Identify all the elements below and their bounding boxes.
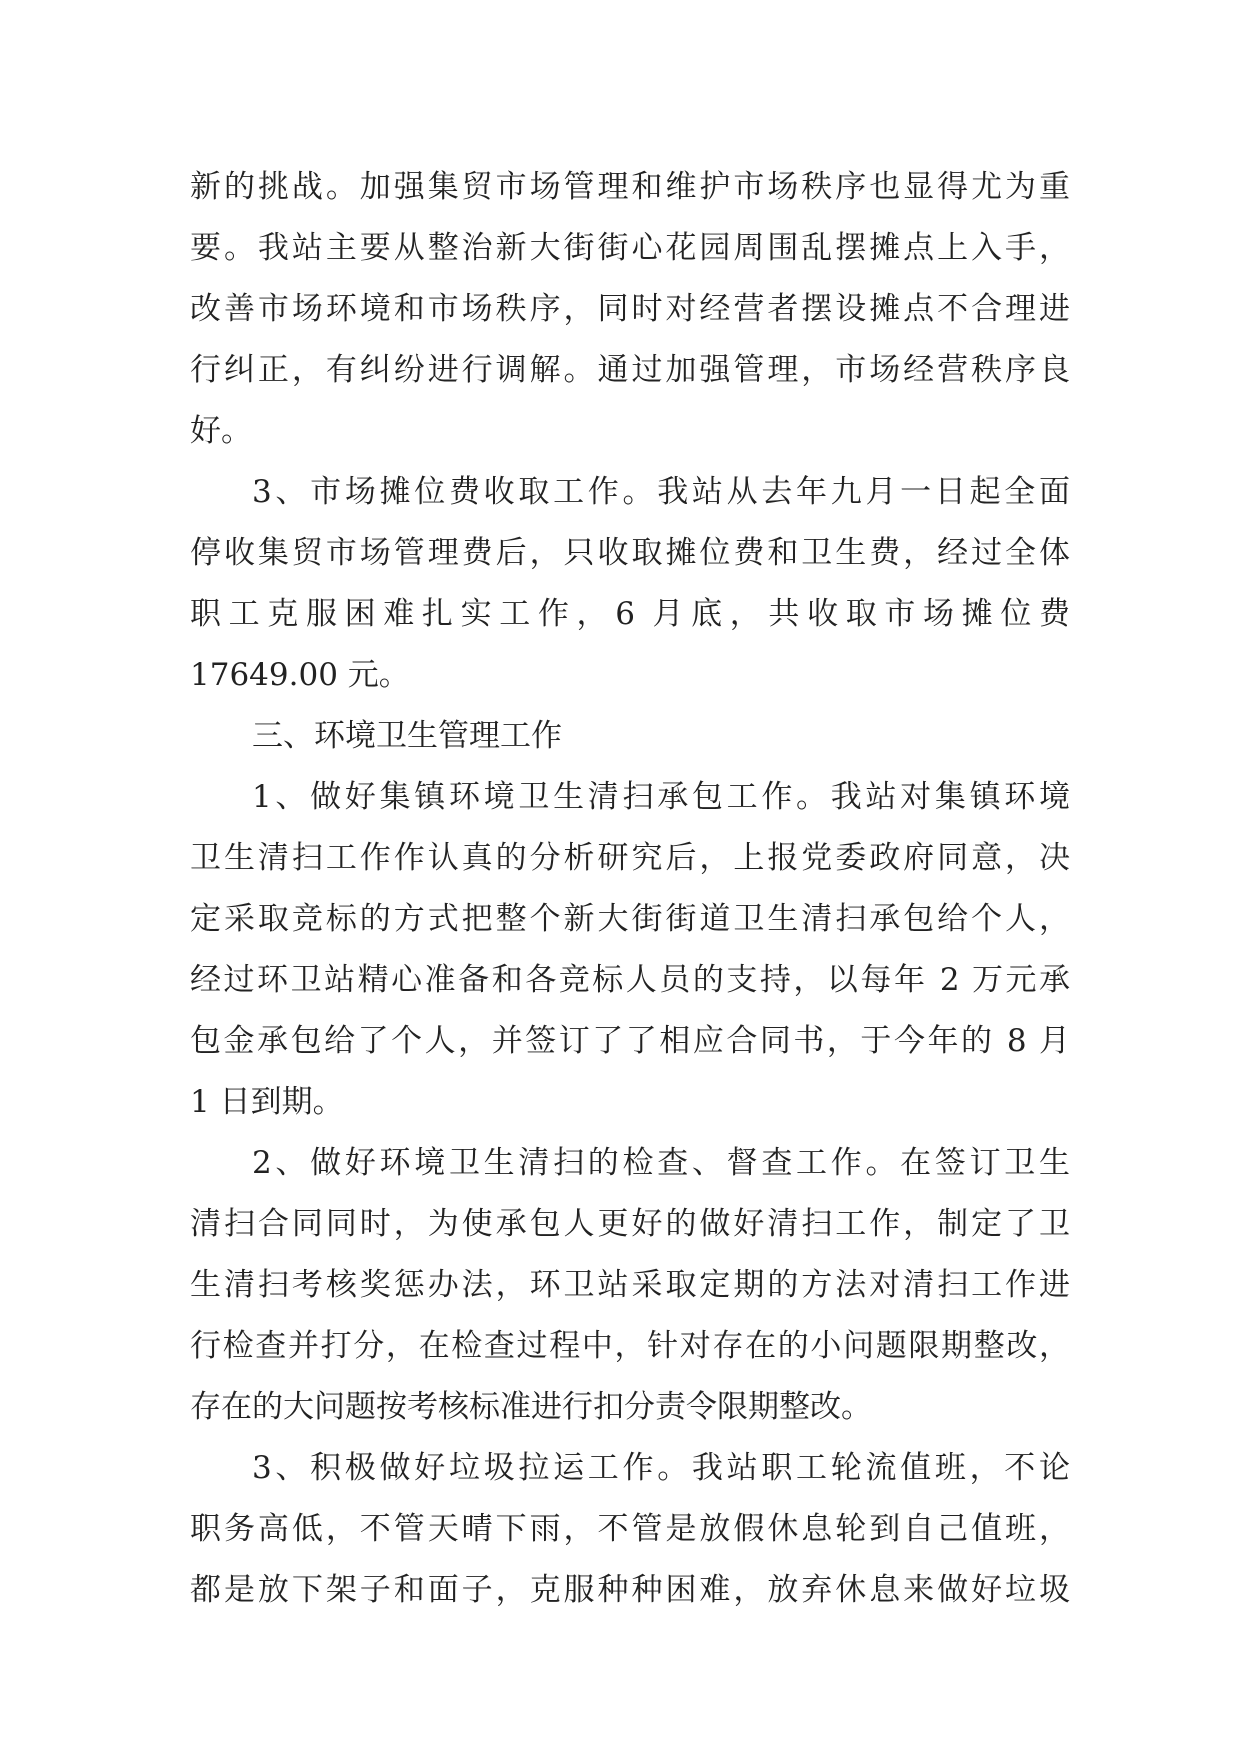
text-line: 生清扫考核奖惩办法，环卫站采取定期的方法对清扫工作进 xyxy=(190,1267,1070,1303)
section-heading: 三、环境卫生管理工作 xyxy=(252,718,562,754)
document-body xyxy=(190,157,1070,1621)
text-line: 行纠正，有纠纷进行调解。通过加强管理，市场经营秩序良 xyxy=(190,352,1070,388)
text-line: 改善市场环境和市场秩序，同时对经营者摆设摊点不合理进 xyxy=(190,291,1070,327)
text-line: 1 日到期。 xyxy=(190,1084,344,1120)
text-line: 3、市场摊位费收取工作。我站从去年九月一日起全面 xyxy=(252,474,1070,510)
text-line: 职务高低，不管天晴下雨，不管是放假休息轮到自己值班， xyxy=(190,1511,1070,1547)
text-line: 行检查并打分，在检查过程中，针对存在的小问题限期整改， xyxy=(190,1328,1070,1364)
text-line: 新的挑战。加强集贸市场管理和维护市场秩序也显得尤为重 xyxy=(190,169,1070,205)
text-line: 2、做好环境卫生清扫的检查、督查工作。在签订卫生 xyxy=(252,1145,1070,1181)
text-line: 经过环卫站精心准备和各竞标人员的支持，以每年 2 万元承 xyxy=(190,962,1070,998)
text-line: 包金承包给了个人，并签订了了相应合同书，于今年的 8 月 xyxy=(190,1023,1070,1059)
text-line: 3、积极做好垃圾拉运工作。我站职工轮流值班，不论 xyxy=(252,1450,1070,1486)
text-line: 定采取竞标的方式把整个新大街街道卫生清扫承包给个人， xyxy=(190,901,1070,937)
text-line: 1、做好集镇环境卫生清扫承包工作。我站对集镇环境 xyxy=(252,779,1070,815)
text-line: 好。 xyxy=(190,413,252,449)
text-line: 17649.00 元。 xyxy=(190,657,410,693)
text-line: 职工克服困难扎实工作，6 月底，共收取市场摊位费 xyxy=(190,596,1070,632)
text-line: 存在的大问题按考核标准进行扣分责令限期整改。 xyxy=(190,1389,872,1425)
text-line: 停收集贸市场管理费后，只收取摊位费和卫生费，经过全体 xyxy=(190,535,1070,571)
text-line: 都是放下架子和面子，克服种种困难，放弃休息来做好垃圾 xyxy=(190,1572,1070,1608)
text-line: 要。我站主要从整治新大街街心花园周围乱摆摊点上入手， xyxy=(190,230,1070,266)
text-line: 清扫合同同时，为使承包人更好的做好清扫工作，制定了卫 xyxy=(190,1206,1070,1242)
text-line: 卫生清扫工作作认真的分析研究后，上报党委政府同意，决 xyxy=(190,840,1070,876)
